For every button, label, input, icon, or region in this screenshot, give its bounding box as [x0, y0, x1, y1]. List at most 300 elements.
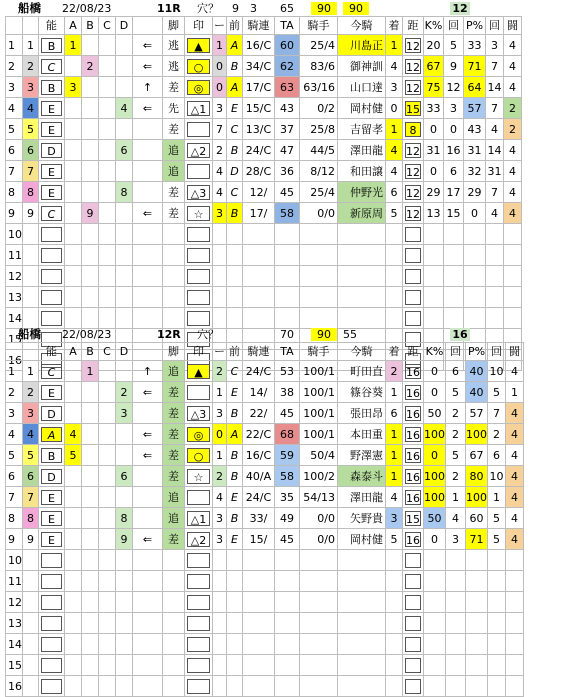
gap-value: 3	[213, 508, 227, 529]
gap-value	[213, 266, 227, 287]
upset-label: 穴？	[197, 2, 219, 15]
horse-row[interactable]	[6, 508, 524, 529]
rank-a	[65, 140, 82, 161]
jockey-combo: 40/A	[243, 466, 275, 487]
prediction-mark: ○	[185, 445, 213, 466]
rank-b	[82, 634, 99, 655]
ability-rank: B	[39, 77, 65, 98]
k-count	[446, 571, 466, 592]
empty-row	[6, 613, 524, 634]
jockey-combo	[243, 613, 275, 634]
p-count: 1	[488, 487, 506, 508]
column-header: 回	[444, 17, 464, 35]
distance: 16	[403, 403, 424, 424]
jockey-combo: 22/C	[243, 424, 275, 445]
horse-row[interactable]	[6, 361, 524, 382]
current-jockey: 澤田龍	[338, 487, 386, 508]
frame-number: 3	[23, 403, 39, 424]
column-header: K%	[424, 17, 444, 35]
distance	[403, 571, 424, 592]
prediction-mark	[185, 550, 213, 571]
gap-value	[213, 571, 227, 592]
jockey-combo: 24/C	[243, 140, 275, 161]
rank-d: 8	[116, 508, 133, 529]
jockey-record: 0/0	[300, 508, 338, 529]
column-header: TA	[275, 343, 300, 361]
current-jockey: 岡村健	[338, 98, 386, 119]
row-number: 4	[6, 98, 23, 119]
jockey-record: 100/1	[300, 382, 338, 403]
ta-index: 36	[275, 161, 300, 182]
k-percent: 0	[424, 119, 444, 140]
ta-index	[275, 266, 300, 287]
prediction-mark: ▲	[185, 361, 213, 382]
rank-d	[116, 445, 133, 466]
rank-c	[99, 287, 116, 308]
fight: 4	[506, 508, 524, 529]
rank-a	[65, 613, 82, 634]
jockey-record: 100/1	[300, 424, 338, 445]
frame-number: 3	[23, 77, 39, 98]
front-rank: A	[227, 424, 243, 445]
ta-index	[275, 676, 300, 697]
rank-d: 8	[116, 182, 133, 203]
header-value-1: 9	[232, 2, 239, 15]
finish	[386, 287, 403, 308]
p-count	[488, 550, 506, 571]
ability-rank	[39, 676, 65, 697]
rank-b	[82, 287, 99, 308]
position-arrow	[133, 592, 163, 613]
jockey-record	[300, 592, 338, 613]
gap-value	[213, 634, 227, 655]
horse-row[interactable]	[6, 161, 522, 182]
rank-c	[99, 203, 116, 224]
row-number: 3	[6, 77, 23, 98]
row-number: 1	[6, 35, 23, 56]
jockey-record: 44/5	[300, 140, 338, 161]
gap-value: 4	[213, 487, 227, 508]
rank-a	[65, 266, 82, 287]
ability-rank: E	[39, 382, 65, 403]
current-jockey	[338, 224, 386, 245]
front-rank	[227, 634, 243, 655]
rank-a	[65, 403, 82, 424]
current-jockey: 野澤憲	[338, 445, 386, 466]
horse-row[interactable]	[6, 140, 522, 161]
rank-d	[116, 56, 133, 77]
jockey-record: 0/0	[300, 529, 338, 550]
rank-b	[82, 466, 99, 487]
ability-rank	[39, 634, 65, 655]
p-count: 5	[488, 382, 506, 403]
horse-row[interactable]	[6, 56, 522, 77]
column-header: 距	[403, 343, 424, 361]
row-number: 15	[6, 329, 23, 350]
running-style: 差	[163, 466, 185, 487]
prediction-mark	[185, 245, 213, 266]
empty-row	[6, 676, 524, 697]
prediction-mark: △2	[185, 140, 213, 161]
ability-rank: B	[39, 445, 65, 466]
rank-d	[116, 676, 133, 697]
rank-c	[99, 56, 116, 77]
jockey-record	[300, 634, 338, 655]
front-rank: A	[227, 77, 243, 98]
current-jockey: 澤田龍	[338, 140, 386, 161]
horse-row[interactable]	[6, 77, 522, 98]
fight	[506, 592, 524, 613]
p-percent: 40	[466, 361, 488, 382]
horse-row[interactable]	[6, 466, 524, 487]
row-number: 10	[6, 550, 23, 571]
ta-index: 38	[275, 382, 300, 403]
ability-rank: B	[39, 35, 65, 56]
column-header: 回	[446, 343, 466, 361]
prediction-mark: △1	[185, 98, 213, 119]
front-rank: E	[227, 382, 243, 403]
column-header: K%	[424, 343, 446, 361]
jockey-record	[300, 245, 338, 266]
k-count: 2	[446, 403, 466, 424]
column-header: 着	[386, 17, 403, 35]
running-style	[163, 245, 185, 266]
horse-row[interactable]	[6, 445, 524, 466]
ta-index	[275, 245, 300, 266]
horse-row[interactable]	[6, 382, 524, 403]
rank-c	[99, 445, 116, 466]
frame-number	[23, 245, 39, 266]
k-percent	[424, 266, 444, 287]
gap-value: 3	[213, 529, 227, 550]
row-number: 3	[6, 403, 23, 424]
k-count: 6	[446, 361, 466, 382]
p-percent: 64	[464, 77, 486, 98]
rank-b: 2	[82, 56, 99, 77]
column-header: 今騎	[338, 17, 386, 35]
rank-b	[82, 445, 99, 466]
jockey-record: 25/4	[300, 182, 338, 203]
ability-rank: E	[39, 508, 65, 529]
p-percent: 31	[464, 140, 486, 161]
current-jockey: 矢野貴	[338, 508, 386, 529]
jockey-record: 100/1	[300, 403, 338, 424]
p-percent	[466, 655, 488, 676]
rank-d	[116, 224, 133, 245]
position-arrow	[133, 676, 163, 697]
gap-value: 4	[213, 182, 227, 203]
venue-name: 船橋	[18, 1, 41, 15]
jockey-combo	[243, 550, 275, 571]
current-jockey: 山口達	[338, 77, 386, 98]
k-percent	[424, 613, 446, 634]
p-percent: 32	[464, 161, 486, 182]
distance	[403, 613, 424, 634]
frame-number	[23, 571, 39, 592]
column-header	[23, 17, 39, 35]
rank-c	[99, 77, 116, 98]
prediction-mark	[185, 592, 213, 613]
ta-index	[275, 224, 300, 245]
position-arrow: ⇐	[133, 203, 163, 224]
front-rank: B	[227, 203, 243, 224]
ability-rank: D	[39, 140, 65, 161]
race-number: 11R	[157, 2, 181, 15]
position-arrow	[133, 466, 163, 487]
k-percent	[424, 550, 446, 571]
rank-d	[116, 424, 133, 445]
race-date: 22/08/23	[62, 2, 112, 15]
rank-b	[82, 140, 99, 161]
rank-b: 9	[82, 203, 99, 224]
rank-c	[99, 571, 116, 592]
row-number: 11	[6, 245, 23, 266]
front-rank	[227, 655, 243, 676]
p-count	[486, 245, 504, 266]
horse-row[interactable]	[6, 487, 524, 508]
p-count: 14	[486, 77, 504, 98]
position-arrow: ↑	[133, 361, 163, 382]
ta-index: 35	[275, 487, 300, 508]
p-count: 31	[486, 161, 504, 182]
prediction-mark	[185, 266, 213, 287]
jockey-record	[300, 676, 338, 697]
rank-d	[116, 161, 133, 182]
prediction-mark	[185, 655, 213, 676]
k-percent: 50	[424, 403, 446, 424]
ability-rank: C	[39, 361, 65, 382]
rank-d	[116, 634, 133, 655]
column-header: 闘	[504, 17, 522, 35]
running-style	[163, 634, 185, 655]
fight	[506, 634, 524, 655]
prediction-mark: △1	[185, 508, 213, 529]
jockey-record	[300, 224, 338, 245]
p-percent: 0	[464, 203, 486, 224]
prediction-mark: ☆	[185, 466, 213, 487]
horse-row[interactable]	[6, 403, 524, 424]
position-arrow: ⇐	[133, 424, 163, 445]
position-arrow	[133, 287, 163, 308]
front-rank: B	[227, 445, 243, 466]
horse-row[interactable]	[6, 119, 522, 140]
rank-a: 4	[65, 424, 82, 445]
column-header-row	[6, 343, 524, 361]
distance-top-value: 12	[450, 2, 470, 15]
ability-rank: D	[39, 466, 65, 487]
jockey-combo: 16/C	[243, 35, 275, 56]
current-jockey	[338, 634, 386, 655]
fight: 1	[506, 382, 524, 403]
ta-index: 58	[275, 203, 300, 224]
p-percent: 57	[466, 403, 488, 424]
running-style	[163, 592, 185, 613]
gap-value: 1	[213, 445, 227, 466]
rank-a: 3	[65, 77, 82, 98]
prediction-mark: ○	[185, 56, 213, 77]
ability-rank	[39, 287, 65, 308]
gap-value	[213, 655, 227, 676]
finish: 1	[386, 466, 403, 487]
rank-a	[65, 550, 82, 571]
horse-row[interactable]	[6, 203, 522, 224]
fight	[506, 550, 524, 571]
empty-row	[6, 592, 524, 613]
p-count: 10	[488, 361, 506, 382]
p-count	[486, 287, 504, 308]
header-value-3: 65	[280, 2, 294, 15]
jockey-record: 63/16	[300, 77, 338, 98]
finish: 1	[386, 35, 403, 56]
column-header: 今騎	[338, 343, 386, 361]
front-rank: C	[227, 182, 243, 203]
upset-label: 穴？	[197, 328, 219, 341]
rank-b	[82, 35, 99, 56]
rank-b	[82, 508, 99, 529]
rank-a	[65, 56, 82, 77]
column-header: C	[99, 17, 116, 35]
distance	[403, 634, 424, 655]
ability-rank	[39, 613, 65, 634]
p-count: 7	[488, 403, 506, 424]
finish: 5	[386, 529, 403, 550]
row-number: 15	[6, 655, 23, 676]
rank-b	[82, 266, 99, 287]
ability-rank	[39, 224, 65, 245]
jockey-top-value: 55	[343, 328, 357, 341]
race-table	[5, 342, 524, 697]
k-percent	[424, 676, 446, 697]
column-header: 闘	[506, 343, 524, 361]
gap-value	[213, 592, 227, 613]
ta-index: 47	[275, 140, 300, 161]
p-percent	[466, 676, 488, 697]
rank-b	[82, 98, 99, 119]
horse-row[interactable]	[6, 182, 522, 203]
column-header: P%	[466, 343, 488, 361]
front-rank: E	[227, 98, 243, 119]
distance	[403, 266, 424, 287]
empty-row	[6, 245, 522, 266]
k-count: 5	[444, 35, 464, 56]
running-style: 差	[163, 203, 185, 224]
k-percent	[424, 592, 446, 613]
jockey-combo: 28/C	[243, 161, 275, 182]
rank-d	[116, 203, 133, 224]
k-percent: 50	[424, 508, 446, 529]
row-number: 4	[6, 424, 23, 445]
rank-a: 1	[65, 35, 82, 56]
current-jockey: 御神訓	[338, 56, 386, 77]
front-rank: B	[227, 403, 243, 424]
jockey-record: 100/2	[300, 466, 338, 487]
race-header	[0, 0, 578, 16]
prediction-mark: ◎	[185, 424, 213, 445]
p-count: 4	[486, 119, 504, 140]
row-number: 16	[6, 676, 23, 697]
k-count	[444, 266, 464, 287]
running-style: 差	[163, 382, 185, 403]
column-header: ー	[213, 17, 227, 35]
gap-value	[213, 287, 227, 308]
jockey-record: 50/4	[300, 445, 338, 466]
finish	[386, 592, 403, 613]
fight	[506, 613, 524, 634]
fight: 4	[506, 487, 524, 508]
fight: 4	[506, 361, 524, 382]
current-jockey: 張田昂	[338, 403, 386, 424]
frame-number	[23, 676, 39, 697]
front-rank: D	[227, 161, 243, 182]
rank-d: 2	[116, 382, 133, 403]
rank-d	[116, 361, 133, 382]
horse-row[interactable]	[6, 529, 524, 550]
rank-c	[99, 224, 116, 245]
k-count: 15	[444, 203, 464, 224]
prediction-mark	[185, 287, 213, 308]
empty-row	[6, 634, 524, 655]
jockey-combo	[243, 224, 275, 245]
distance	[403, 245, 424, 266]
position-arrow	[133, 571, 163, 592]
jockey-combo: 15/C	[243, 98, 275, 119]
rank-d	[116, 487, 133, 508]
finish	[386, 224, 403, 245]
jockey-record: 0/0	[300, 203, 338, 224]
current-jockey	[338, 613, 386, 634]
gap-value	[213, 224, 227, 245]
ta-index	[275, 287, 300, 308]
rank-c	[99, 119, 116, 140]
gap-value: 0	[213, 424, 227, 445]
gap-value	[213, 245, 227, 266]
ta-index: 45	[275, 529, 300, 550]
jockey-record	[300, 571, 338, 592]
rank-d	[116, 35, 133, 56]
finish: 6	[386, 403, 403, 424]
fight	[506, 571, 524, 592]
ta-index	[275, 655, 300, 676]
position-arrow	[133, 634, 163, 655]
rank-d: 6	[116, 466, 133, 487]
p-count: 7	[486, 98, 504, 119]
running-style	[163, 287, 185, 308]
p-percent: 71	[466, 529, 488, 550]
jockey-combo	[243, 266, 275, 287]
rank-a	[65, 182, 82, 203]
horse-row[interactable]	[6, 98, 522, 119]
rank-c	[99, 550, 116, 571]
horse-row[interactable]	[6, 424, 524, 445]
jockey-combo: 14/	[243, 382, 275, 403]
column-header: 能	[39, 17, 65, 35]
finish: 3	[386, 508, 403, 529]
gap-value	[213, 613, 227, 634]
k-percent: 0	[424, 529, 446, 550]
p-count	[488, 655, 506, 676]
row-number: 9	[6, 529, 23, 550]
empty-row	[6, 571, 524, 592]
rank-c	[99, 424, 116, 445]
horse-row[interactable]	[6, 35, 522, 56]
ability-rank: E	[39, 161, 65, 182]
row-number: 8	[6, 182, 23, 203]
distance: 12	[403, 203, 424, 224]
venue-name: 船橋	[18, 327, 41, 341]
rank-c	[99, 161, 116, 182]
position-arrow	[133, 140, 163, 161]
position-arrow	[133, 508, 163, 529]
